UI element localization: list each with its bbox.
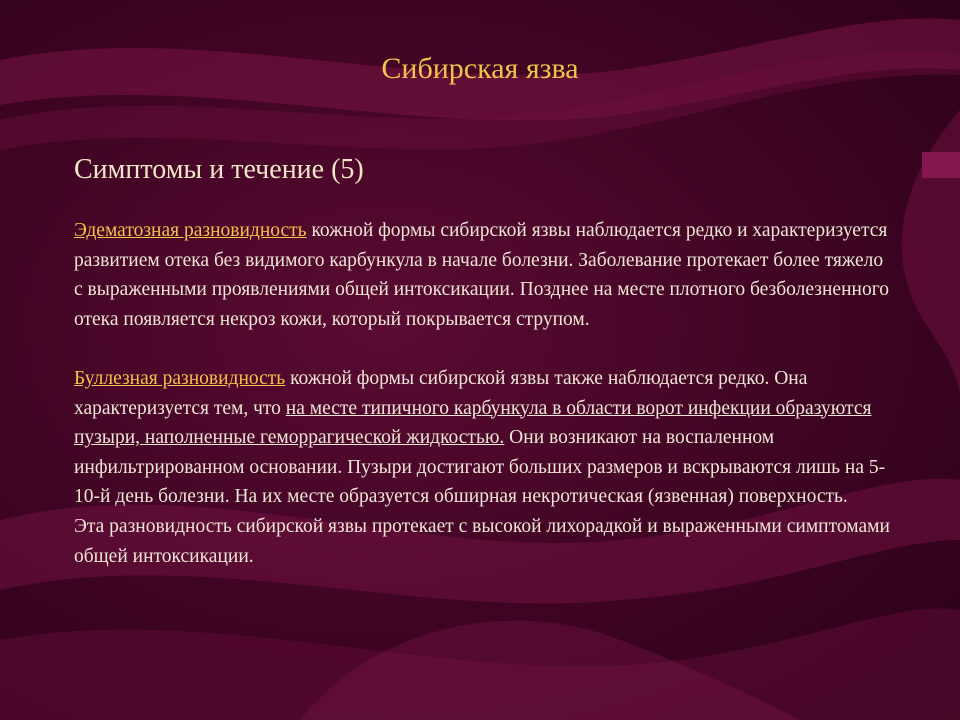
paragraph-text: кожной формы сибирской язвы также наблюдается редко. Она характеризуется тем, что [74, 367, 808, 419]
paragraph-bullous [74, 364, 894, 512]
paragraph-edematous [74, 216, 894, 334]
paragraph-text: Они возникают на воспаленном инфильтрированном основании. Пузыри достигают больших размеров и вскрываются лишь на 5-10-й день болезни. На их месте образуется обширная некротическая (язвенная) поверхность. [74, 427, 886, 508]
accent-bar [922, 152, 960, 178]
paragraph-text: Эта разновидность сибирской язвы протекает с высокой лихорадкой и выраженными симптомами общей интоксикации. [74, 515, 890, 567]
slide-title: Сибирская язва [381, 52, 579, 85]
term-bullous: Буллезная разновидность [74, 367, 286, 389]
slide-body [74, 216, 894, 571]
underlined-text: на месте типичного карбункула в области ворот инфекции образуются пузыри, наполненные геморрагической жидкостью. [74, 397, 872, 449]
paragraph-spacer [74, 334, 894, 364]
paragraph-conclusion [74, 512, 894, 571]
paragraph-text: кожной формы сибирской язвы наблюдается редко и характеризуется развитием отека без видимого карбункула в начале болезни. Заболевание протекает более тяжело с выраженными проявлениями общей интоксикации. Позднее на месте плотного безболезненного отека появляется некроз кожи, который покрывается струпом. [74, 220, 889, 330]
slide-subtitle: Симптомы и течение (5) [74, 154, 364, 185]
term-edematous: Эдематозная разновидность [74, 220, 307, 241]
